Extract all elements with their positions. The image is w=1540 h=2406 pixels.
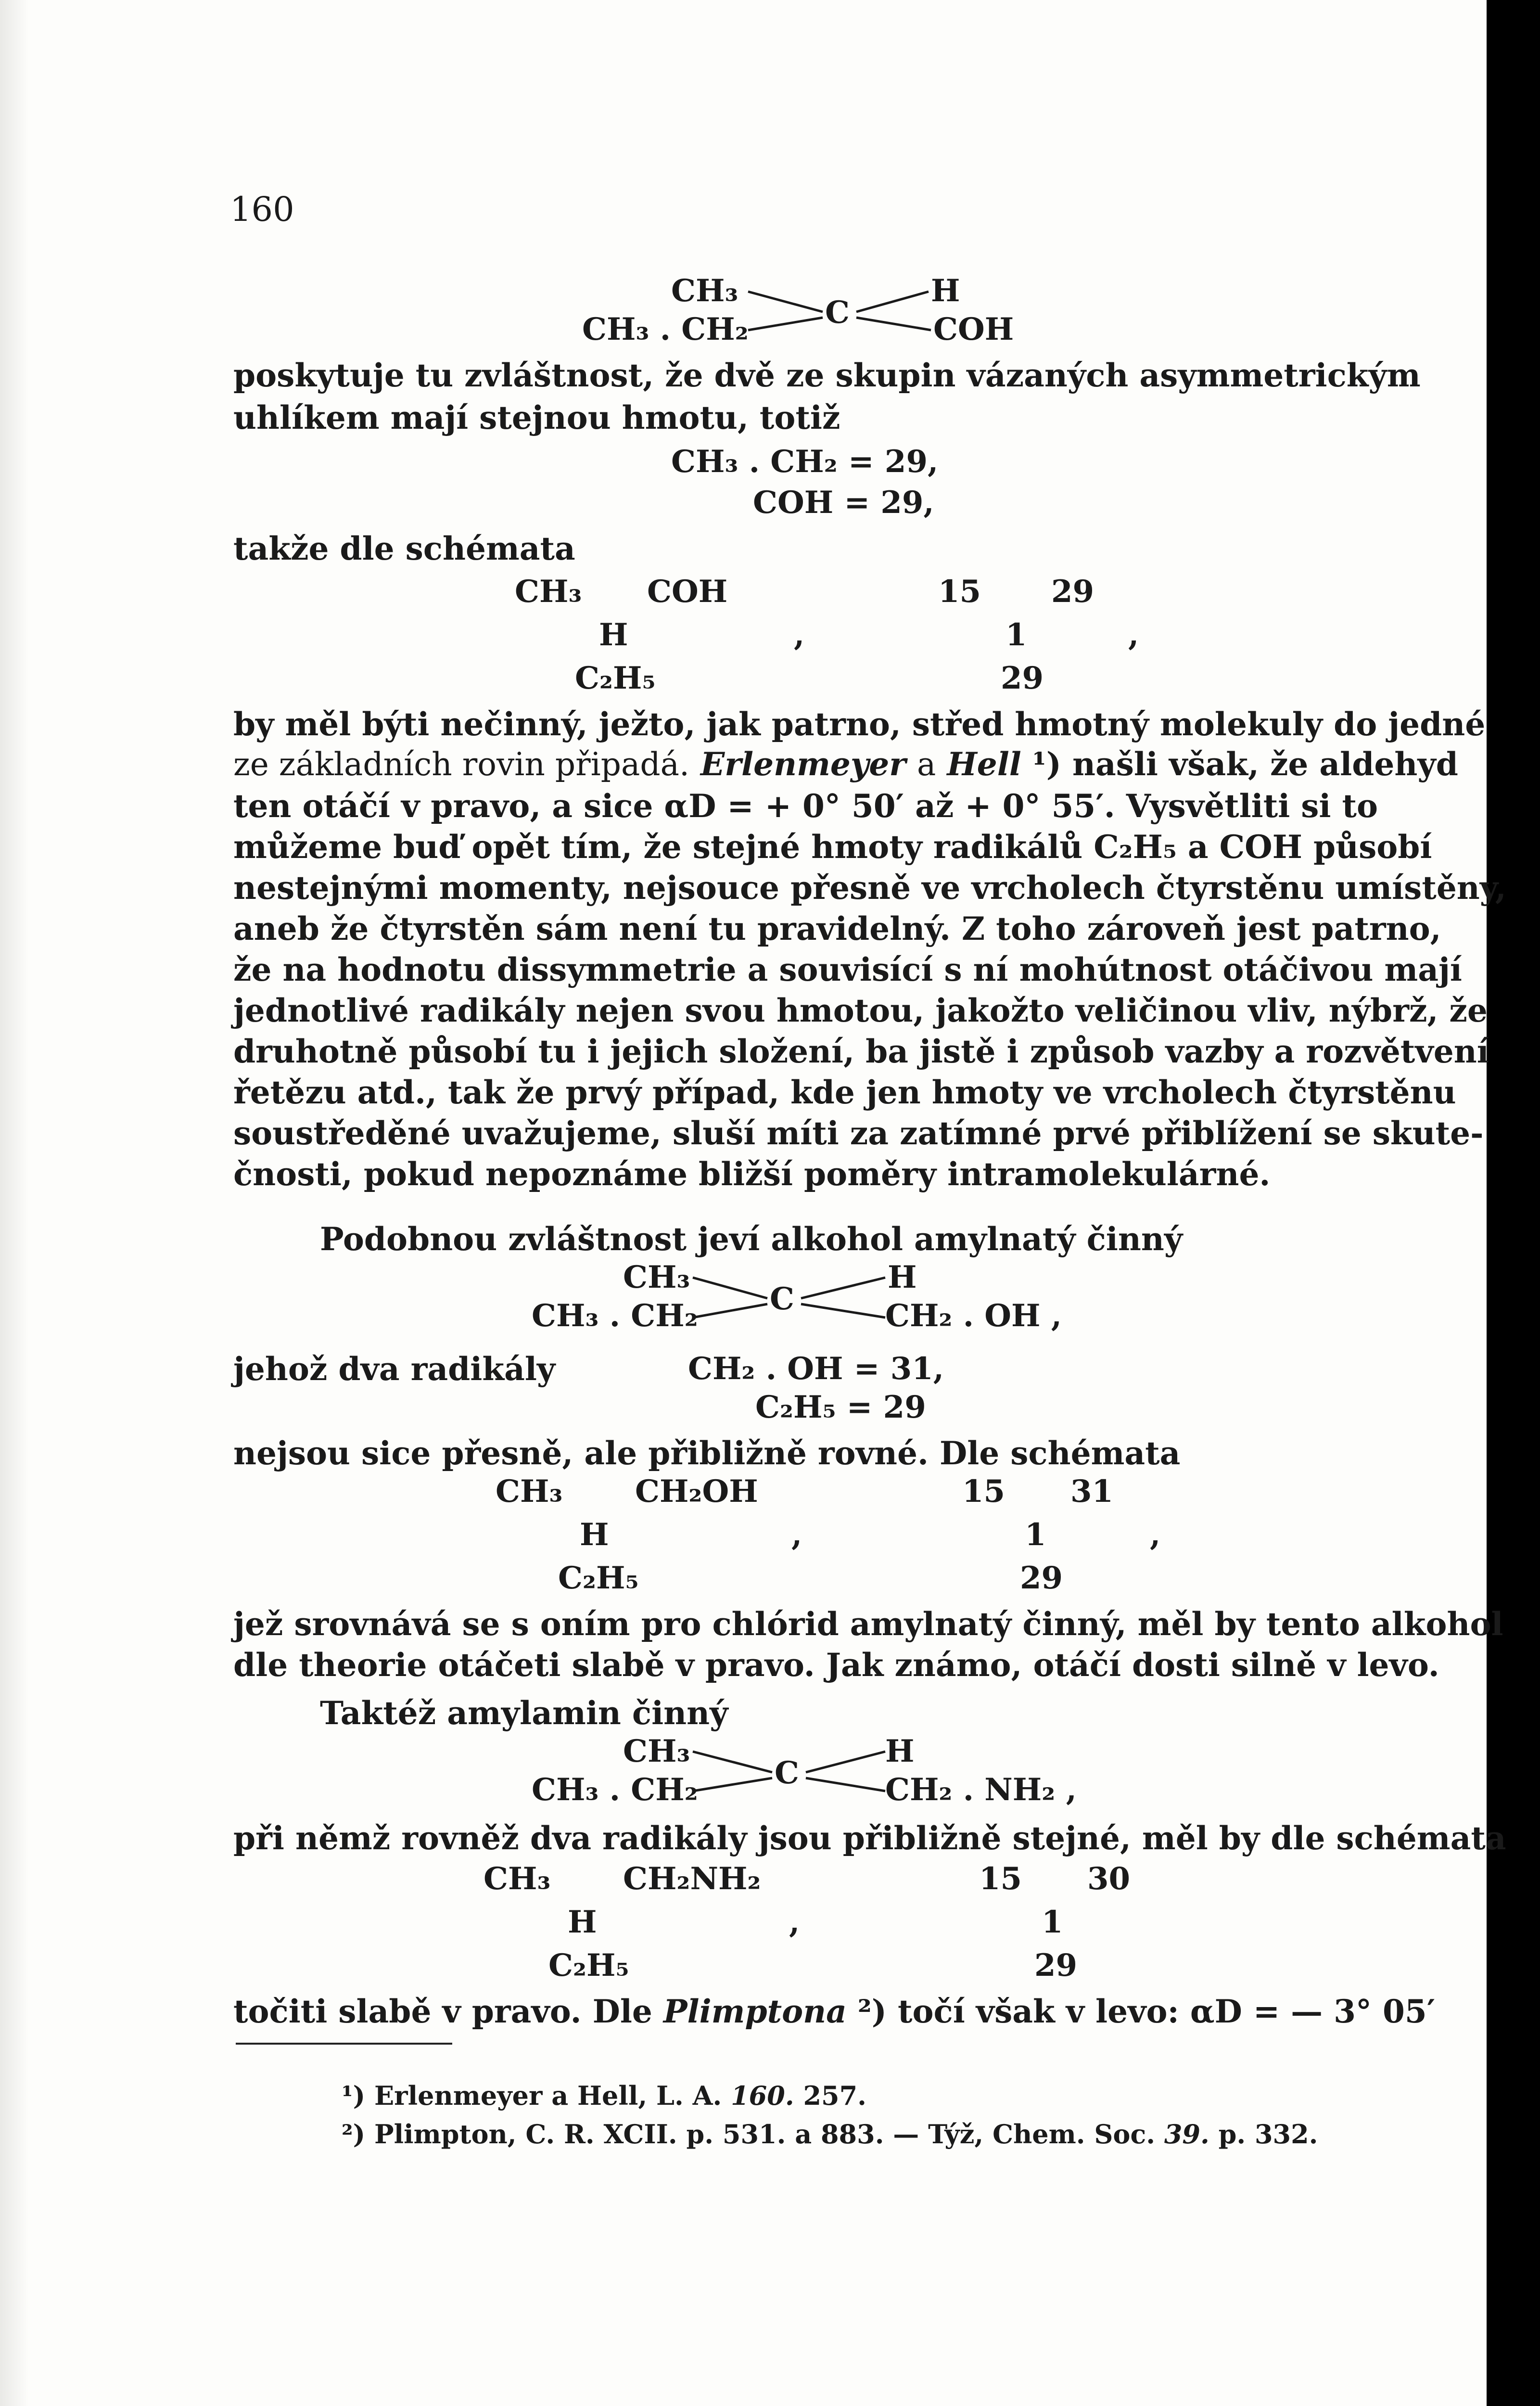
schema3-r2-c: 1 (1042, 1904, 1063, 1940)
footnote-2-mark: ²) (342, 2119, 366, 2150)
schema3-r3-a: C₂H₅ (548, 1947, 629, 1984)
p3-line12: čnosti, pokud nepoznáme bližší poměry intramolekulárné. (233, 1155, 1271, 1193)
schema2-r2-sep1: , (791, 1517, 802, 1553)
schema1-r2-a: H (599, 617, 628, 653)
schema1-r2-sep1: , (794, 617, 805, 653)
p10 (233, 1992, 1436, 2031)
p3-line2-post: našli však, že aldehyd (1072, 745, 1458, 783)
formula3-top: CH₃ (623, 1733, 690, 1769)
schema2-r1-b: CH₂OH (635, 1473, 758, 1510)
schema1-r3-d: 29 (1001, 660, 1044, 696)
formula3-right-top: H (885, 1733, 915, 1769)
p3-line3: ten otáčí v pravo, a sice αD = + 0° 50′ až + 0° 55′. Vysvětliti si to (233, 787, 1378, 825)
schema1-r1-d: 29 (1051, 574, 1095, 610)
formula1-left: CH₃ . CH₂ (582, 311, 749, 347)
formula2-right-top: H (888, 1259, 917, 1295)
schema3-r1-d: 30 (1087, 1861, 1131, 1897)
schema2-r2-c: 1 (1025, 1517, 1046, 1553)
footnote-2-vol: 39. (1164, 2119, 1209, 2150)
schema3-r1-b: CH₂NH₂ (623, 1861, 761, 1897)
p10-pre: točiti slabě v pravo. Dle (233, 1993, 652, 2030)
schema3-r1-c: 15 (979, 1861, 1022, 1897)
p3-line9: druhotně působí tu i jejich složení, ba jistě i způsob vazby a rozvětvení (233, 1033, 1489, 1070)
p3-author-hell: Hell (947, 745, 1021, 783)
p2: takže dle schémata (233, 530, 575, 567)
footnote-rule (236, 2043, 452, 2045)
p10-footnote-ref-2: ²) (857, 1993, 887, 2030)
p3-line6: aneb že čtyrstěn sám není tu pravidelný. Z toho zároveň jest patrno, (233, 910, 1441, 947)
p3-line5: nestejnými momenty, nejsouce přesně ve vrcholech čtyrstěnu umístěny, (233, 869, 1506, 907)
p1-line1: poskytuje tu zvláštnost, že dvě ze skupin vázaných asymmetrickým (233, 357, 1421, 394)
formula2-left: CH₃ . CH₂ (532, 1298, 698, 1334)
schema3-r1-a: CH₃ (484, 1861, 551, 1897)
schema3-r2-a: H (568, 1904, 597, 1940)
footnote-2 (342, 2117, 1318, 2151)
formula3-left: CH₃ . CH₂ (532, 1772, 698, 1808)
schema1-r2-sep2: , (1128, 617, 1139, 653)
p4: Podobnou zvláštnost jeví alkohol amylnatý činný (320, 1220, 1183, 1258)
p7-line2: dle theorie otáčeti slabě v pravo. Jak známo, otáčí dosti silně v levo. (233, 1646, 1439, 1684)
schema3-r3-d: 29 (1034, 1947, 1078, 1984)
schema2-r1-d: 31 (1070, 1473, 1114, 1510)
eq1-b: COH = 29, (753, 485, 934, 521)
footnote-1-mark: ¹) (342, 2080, 366, 2111)
p3-line10: řetězu atd., tak že prvý případ, kde jen hmoty ve vrcholech čtyrstěnu (233, 1074, 1456, 1111)
formula3-center: C (775, 1755, 799, 1791)
p8: Taktéž amylamin činný (320, 1694, 728, 1732)
p3-footnote-ref-1: ¹) (1032, 745, 1061, 783)
p7-line1: jež srovnává se s oním pro chlórid amylnatý činný, měl by tento alkohol (233, 1605, 1503, 1643)
formula1-right-top: H (931, 273, 960, 309)
p9: při němž rovněž dva radikály jsou přibližně stejné, měl by dle schémata (233, 1819, 1506, 1857)
p5-eq-b: C₂H₅ = 29 (755, 1389, 926, 1425)
footnote-1-tail: 257. (803, 2080, 866, 2111)
p3-line2-pre: ze základních rovin připadá. (233, 746, 689, 783)
formula1-right-bottom: COH (933, 311, 1014, 347)
p3-line7: že na hodnotu dissymmetrie a souvisící s ní mohútnost otáčivou mají (233, 951, 1462, 988)
formula3-right-bottom: CH₂ . NH₂ , (885, 1772, 1077, 1808)
schema1-r2-c: 1 (1005, 617, 1027, 653)
formula2-center: C (770, 1281, 794, 1317)
schema2-r3-d: 29 (1020, 1560, 1063, 1596)
p3-author-erlenmeyer: Erlenmeyer (700, 745, 906, 783)
schema2-r2-a: H (580, 1517, 609, 1553)
p3-line1: by měl býti nečinný, ježto, jak patrno, střed hmotný molekuly do jedné (233, 705, 1486, 743)
schema2-r1-a: CH₃ (496, 1473, 563, 1510)
eq1-a: CH₃ . CH₂ = 29, (671, 444, 939, 480)
schema1-r1-c: 15 (938, 574, 981, 610)
p5-eq-a: CH₂ . OH = 31, (688, 1351, 944, 1387)
footnote-1 (342, 2079, 866, 2112)
p3-line8: jednotlivé radikály nejen svou hmotou, jakožto veličinou vliv, nýbrž, že (233, 992, 1488, 1029)
p1-line2: uhlíkem mají stejnou hmotu, totiž (233, 399, 840, 436)
p3-line4: můžeme buď opět tím, že stejné hmoty radikálů C₂H₅ a COH působí (233, 828, 1432, 866)
formula2-right-bottom: CH₂ . OH , (885, 1298, 1062, 1334)
footnote-1-vol: 160. (731, 2080, 794, 2111)
schema1-r3-a: C₂H₅ (575, 660, 656, 696)
schema1-r1-a: CH₃ (515, 574, 582, 610)
footnote-2-tail: p. 332. (1218, 2119, 1318, 2150)
schema1-r1-b: COH (647, 574, 728, 610)
schema2-r3-a: C₂H₅ (558, 1560, 639, 1596)
schema3-r2-sep1: , (789, 1904, 800, 1940)
p3-line11: soustředěné uvažujeme, sluší míti za zatímné prvé přiblížení se skute- (233, 1114, 1484, 1152)
p10-post: točí však v levo: αD = — 3° 05′ (898, 1993, 1436, 2030)
footnote-2-text: Plimpton, C. R. XCII. p. 531. a 883. — Týž, Chem. Soc. (374, 2119, 1156, 2150)
page-number: 160 (230, 190, 294, 229)
p5-label: jehož dva radikály (233, 1350, 556, 1388)
schema2-r2-sep2: , (1150, 1517, 1161, 1553)
p6: nejsou sice přesně, ale přibližně rovné. Dle schémata (233, 1434, 1181, 1472)
schema2-r1-c: 15 (962, 1473, 1005, 1510)
footnote-1-text: Erlenmeyer a Hell, L. A. (374, 2080, 722, 2111)
p10-author-plimpton: Plimptona (663, 1993, 847, 2030)
formula1-center: C (825, 294, 850, 331)
formula1-top: CH₃ (671, 273, 738, 309)
formula2-top: CH₃ (623, 1259, 690, 1295)
p3-line2-mid: a (917, 746, 936, 783)
